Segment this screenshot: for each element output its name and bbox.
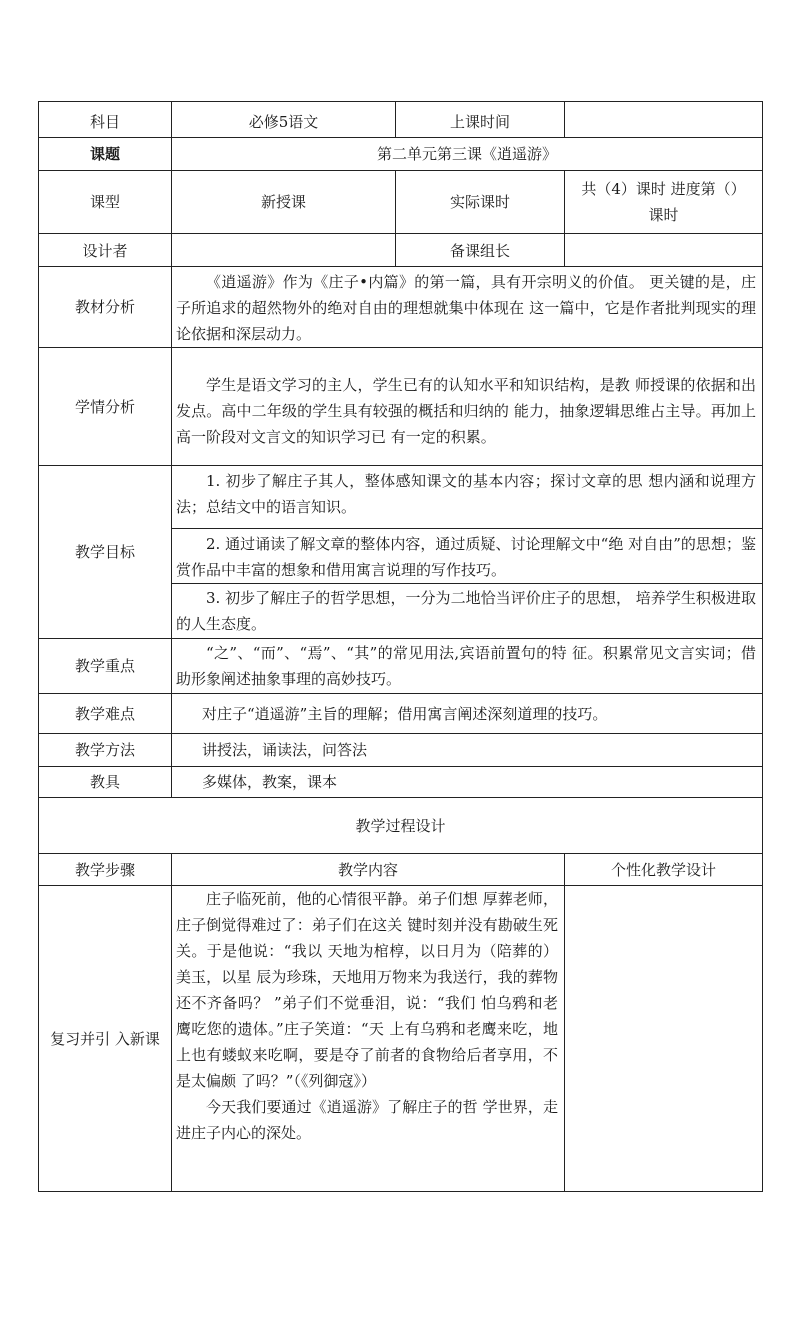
step-review-intro-content — [172, 886, 564, 1191]
row-divider — [171, 583, 763, 584]
lesson-type-value: 新授课 — [260, 193, 306, 211]
group-leader-label: 备课组长 — [449, 242, 510, 260]
col-header-step: 教学步骤 — [74, 861, 135, 879]
teaching-goal-1: 1. 初步了解庄子其人，整体感知课文的基本内容；探讨文章的思 想内涵和说理方法；总结文中的语言知识。 — [176, 472, 756, 516]
hours-line-1: 共（4）课时 进度第（） — [581, 180, 746, 198]
method-label: 教学方法 — [74, 741, 135, 759]
row-divider — [171, 528, 763, 529]
process-design-title: 教学过程设计 — [355, 816, 446, 835]
table-border-right — [762, 101, 763, 1192]
step-content-paragraph-2: 今天我们要通过《逍遥游》了解庄子的哲 学世界，走进庄子内心的深处。 — [176, 1098, 558, 1142]
lesson-type-label: 课型 — [89, 193, 120, 211]
actual-hours-value — [565, 176, 762, 232]
step-review-intro-label: 复习并引 入新课 — [50, 1029, 160, 1048]
col-header-personal: 个性化教学设计 — [610, 861, 716, 879]
subject-label: 科目 — [89, 113, 120, 131]
material-analysis-label: 教材分析 — [74, 298, 135, 316]
material-analysis-text: 《逍遥游》作为《庄子•内篇》的第一篇，具有开宗明义的价值。 更关键的是，庄子所追求的超然物外的绝对自由的理想就集中体现在 这一篇中，它是作者批判现实的理论依据和深层动力。 — [176, 273, 756, 343]
actual-hours-label: 实际课时 — [449, 193, 510, 211]
tools-text: 多媒体，教案，课本 — [202, 773, 338, 791]
class-time-label: 上课时间 — [449, 113, 510, 131]
designer-value — [172, 234, 395, 266]
student-analysis-label: 学情分析 — [74, 397, 135, 416]
hours-line-2: 课时 — [648, 206, 679, 224]
group-leader-value — [565, 234, 762, 266]
step-content-paragraph-1: 庄子临死前，他的心情很平静。弟子们想 厚葬老师，庄子倒觉得难过了：弟子们在这关 键时刻并没有勘破生死关。于是他说：“我以 天地为棺椁，以日月为（陪葬的）美玉，以星 辰为珍珠，天地用万物来为我送行，我的葬物 还不齐备吗？ ”弟子们不觉垂泪，说：“我们 怕乌鸦和老鹰吃您的遗体。”庄子笑道：“天 上有乌鸦和老鹰来吃，地上也有蝼蚁来吃啊，要是夺了前者的食物给后者享用，不是太偏颇 了吗？”（《列御寇》） — [176, 890, 558, 1090]
topic-label: 课题 — [89, 145, 120, 163]
difficulty-text: 对庄子“逍遥游”主旨的理解；借用寓言阐述深刻道理的技巧。 — [202, 704, 608, 723]
key-points-text: “之”、“而”、“焉”、“其”的常见用法,宾语前置句的特 征。积累常见文言实词；借助形象阐述抽象事理的高妙技巧。 — [176, 644, 756, 688]
designer-label: 设计者 — [82, 242, 128, 260]
key-points-label: 教学重点 — [74, 657, 135, 675]
method-text: 讲授法，诵读法，问答法 — [202, 741, 368, 759]
subject-value: 必修5语文 — [248, 113, 319, 131]
student-analysis-text: 学生是语文学习的主人，学生已有的认知水平和知识结构，是教 师授课的依据和出发点。高中二年级的学生具有较强的概括和归纳的 能力，抽象逻辑思维占主导。再加上高一阶段对文言文的知识学习已 有一定的积累。 — [176, 376, 756, 446]
step-personal-design — [565, 886, 762, 1191]
class-time-value — [565, 102, 762, 137]
teaching-goals-label: 教学目标 — [74, 543, 135, 561]
tools-label: 教具 — [89, 773, 120, 791]
teaching-goal-3: 3. 初步了解庄子的哲学思想，一分为二地恰当评价庄子的思想， 培养学生积极进取的人生态度。 — [176, 589, 756, 633]
table-border-bottom — [38, 1191, 763, 1192]
difficulty-label: 教学难点 — [74, 704, 135, 723]
teaching-goal-2: 2. 通过诵读了解文章的整体内容，通过质疑、讨论理解文中“绝 对自由”的思想；鉴赏作品中丰富的想象和借用寓言说理的写作技巧。 — [176, 535, 756, 579]
topic-value: 第二单元第三课《逍遥游》 — [376, 145, 557, 163]
col-header-content: 教学内容 — [337, 861, 398, 879]
